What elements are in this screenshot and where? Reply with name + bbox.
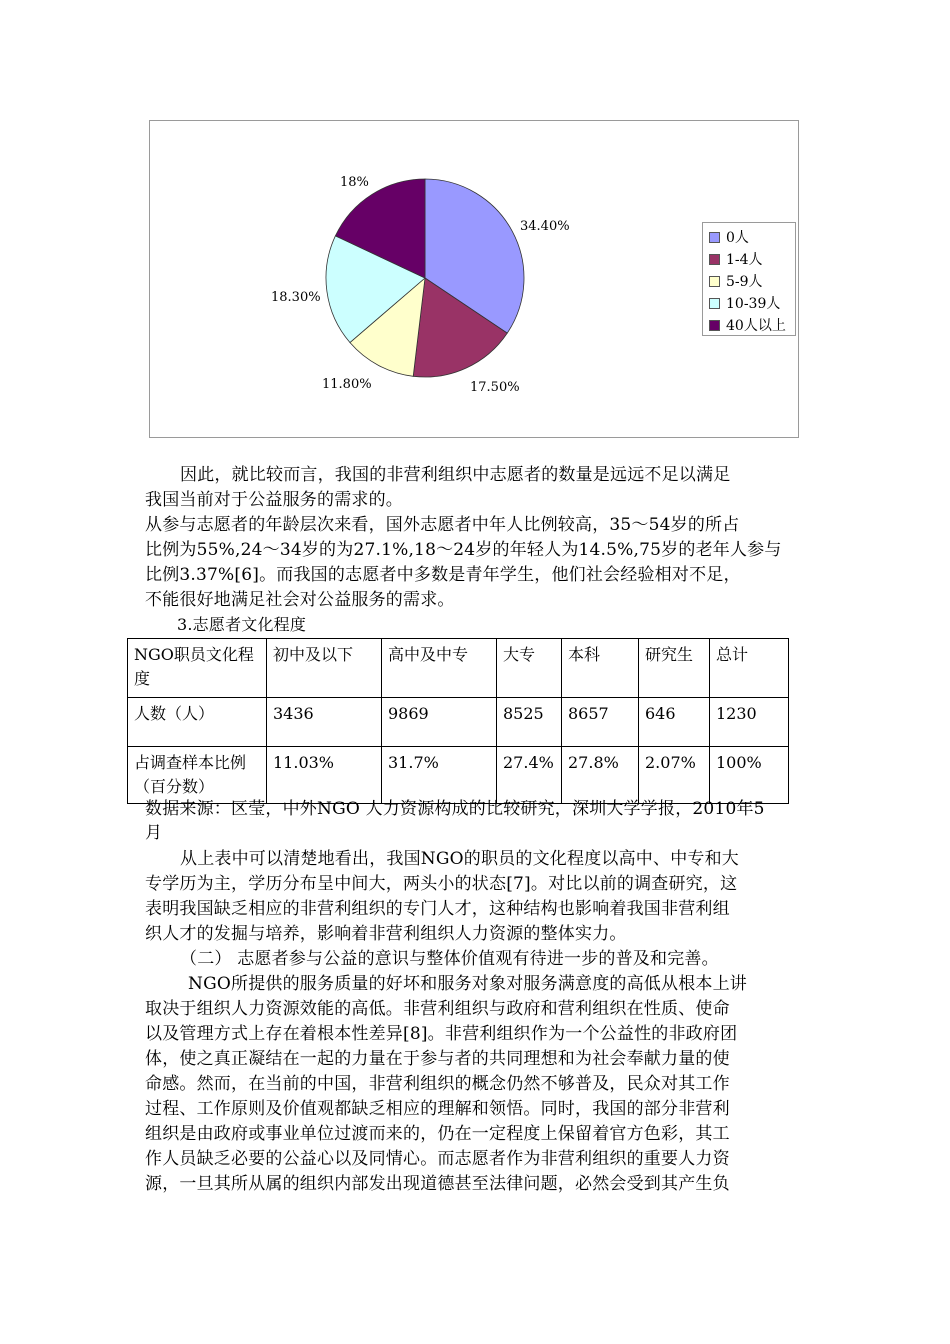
table-cell: 总计 bbox=[710, 639, 789, 698]
table-cell: 本科 bbox=[562, 639, 639, 698]
paragraph-line: 源，一旦其所从属的组织内部发出现道德甚至法律问题，必然会受到其产生负 bbox=[145, 1174, 730, 1194]
table-cell: 11.03% bbox=[267, 747, 382, 804]
paragraph-line: 命感。然而，在当前的中国，非营利组织的概念仍然不够普及，民众对其工作 bbox=[145, 1074, 730, 1094]
table-cell: 31.7% bbox=[382, 747, 497, 804]
table-cell: 占调查样本比例（百分数） bbox=[128, 747, 267, 804]
table-cell: 3436 bbox=[267, 698, 382, 747]
table-header-row bbox=[128, 639, 789, 698]
table-cell: 初中及以下 bbox=[267, 639, 382, 698]
table-cell: 100% bbox=[710, 747, 789, 804]
table-cell: 27.4% bbox=[497, 747, 562, 804]
paragraph-line: 因此，就比较而言，我国的非营利组织中志愿者的数量是远远不足以满足 bbox=[180, 465, 731, 485]
paragraph-line: 以及管理方式上存在着根本性差异[8]。非营利组织作为一个公益性的非政府团 bbox=[145, 1024, 738, 1044]
paragraph-line: 组织是由政府或事业单位过渡而来的，仍在一定程度上保留着官方色彩，其工 bbox=[145, 1124, 730, 1144]
paragraph-line: 从上表中可以清楚地看出，我国NGO的职员的文化程度以高中、中专和大 bbox=[180, 849, 739, 869]
paragraph-line: 专学历为主，学历分布呈中间大，两头小的状态[7]。对比以前的调查研究，这 bbox=[145, 874, 738, 894]
paragraph-line: 织人才的发掘与培养，影响着非营利组织人力资源的整体实力。 bbox=[145, 924, 627, 944]
table-cell: 646 bbox=[639, 698, 710, 747]
table-row bbox=[128, 698, 789, 747]
paragraph-line: NGO所提供的服务质量的好坏和服务对象对服务满意度的高低从根本上讲 bbox=[188, 974, 747, 994]
paragraph-line: 不能很好地满足社会对公益服务的需求。 bbox=[145, 590, 455, 610]
table-cell: NGO职员文化程度 bbox=[128, 639, 267, 698]
slice-label-1: 17.50% bbox=[470, 380, 520, 395]
paragraph-line: 从参与志愿者的年龄层次来看，国外志愿者中年人比例较高，35～54岁的所占 bbox=[145, 515, 740, 535]
source-line: 月 bbox=[145, 823, 163, 843]
section-heading: 3.志愿者文化程度 bbox=[177, 615, 307, 634]
table-cell: 大专 bbox=[497, 639, 562, 698]
paragraph-line: 表明我国缺乏相应的非营利组织的专门人才，这种结构也影响着我国非营利组 bbox=[145, 899, 730, 919]
source-line: 数据来源：区莹，中外NGO 人力资源构成的比较研究，深圳大学学报，2010年5 bbox=[145, 799, 765, 819]
paragraph-line: 我国当前对于公益服务的需求的。 bbox=[145, 490, 403, 510]
table-cell: 8525 bbox=[497, 698, 562, 747]
paragraph-line: 比例为55%,24～34岁的为27.1%,18～24岁的年轻人为14.5%,75岁的老年人参与 bbox=[145, 540, 782, 560]
legend-label: 5-9人 bbox=[726, 274, 763, 290]
paragraph-line: 比例3.37%[6]。而我国的志愿者中多数是青年学生，他们社会经验相对不足， bbox=[145, 565, 741, 585]
legend-swatch bbox=[709, 320, 720, 331]
legend-label: 10-39人 bbox=[726, 296, 781, 312]
slice-label-0: 34.40% bbox=[520, 219, 570, 234]
table-cell: 8657 bbox=[562, 698, 639, 747]
slice-label-3: 18.30% bbox=[271, 290, 321, 305]
table-cell: 1230 bbox=[710, 698, 789, 747]
table-cell: 27.8% bbox=[562, 747, 639, 804]
legend-swatch bbox=[709, 276, 720, 287]
table-cell: 9869 bbox=[382, 698, 497, 747]
table-row bbox=[128, 747, 789, 804]
legend-item bbox=[709, 226, 795, 248]
table-cell: 2.07% bbox=[639, 747, 710, 804]
paragraph-line: 作人员缺乏必要的公益心以及同情心。而志愿者作为非营利组织的重要人力资 bbox=[145, 1149, 730, 1169]
chart-legend bbox=[702, 222, 796, 336]
legend-item bbox=[709, 248, 795, 270]
legend-swatch bbox=[709, 298, 720, 309]
legend-label: 1-4人 bbox=[726, 252, 763, 268]
slice-label-4: 18% bbox=[340, 175, 369, 190]
slice-label-2: 11.80% bbox=[322, 377, 372, 392]
legend-item bbox=[709, 270, 795, 292]
education-table bbox=[127, 638, 789, 804]
legend-item bbox=[709, 314, 795, 336]
legend-label: 40人以上 bbox=[726, 318, 786, 334]
table-cell: 人数（人） bbox=[128, 698, 267, 747]
paragraph-line: 体，使之真正凝结在一起的力量在于参与者的共同理想和为社会奉献力量的使 bbox=[145, 1049, 730, 1069]
legend-label: 0人 bbox=[726, 230, 749, 246]
legend-swatch bbox=[709, 254, 720, 265]
section-heading: （二） 志愿者参与公益的意识与整体价值观有待进一步的普及和完善。 bbox=[180, 949, 719, 969]
legend-item bbox=[709, 292, 795, 314]
paragraph-line: 取决于组织人力资源效能的高低。非营利组织与政府和营利组织在性质、使命 bbox=[145, 999, 730, 1019]
paragraph-line: 过程、工作原则及价值观都缺乏相应的理解和领悟。同时，我国的部分非营利 bbox=[145, 1099, 730, 1119]
table-cell: 高中及中专 bbox=[382, 639, 497, 698]
table-cell: 研究生 bbox=[639, 639, 710, 698]
legend-swatch bbox=[709, 232, 720, 243]
